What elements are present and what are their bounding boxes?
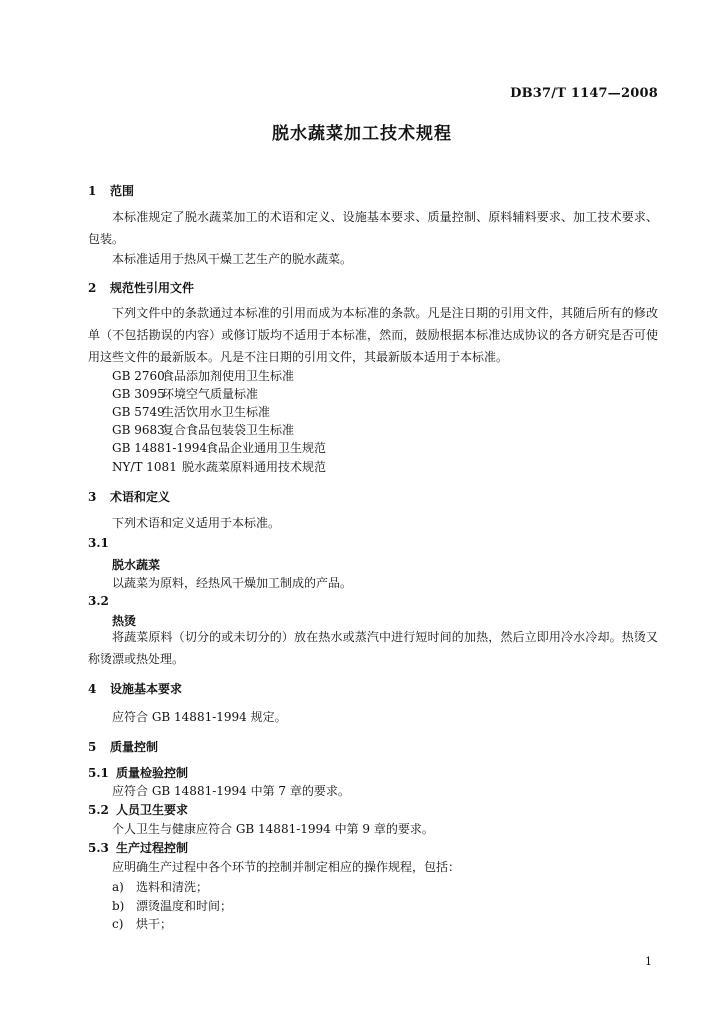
subsection-title: 生产过程控制	[116, 841, 189, 855]
section-5-heading	[88, 738, 158, 755]
subsection-5-2-heading	[88, 801, 188, 818]
page-number: 1	[645, 955, 652, 968]
section-2-paragraph: 下列文件中的条款通过本标准的引用而成为本标准的条款。凡是注日期的引用文件，其随后所有的修改单（不包括勘误的内容）或修订版均不适用于本标准，然而，鼓励根据本标准达成协议的各方研究是否可使用这些文件的最新版本。凡是不注日期的引用文件，其最新版本适用于本标准。	[88, 306, 658, 364]
reference-code: GB 3095	[112, 387, 165, 401]
reference-item	[112, 367, 294, 384]
reference-title: 环境空气质量标准	[162, 387, 259, 401]
reference-code: GB 5749	[112, 405, 165, 419]
section-4-heading	[88, 680, 182, 697]
section-title: 规范性引用文件	[110, 281, 195, 295]
subsection-5-1-paragraph: 应符合 GB 14881-1994 中第 7 章的要求。	[112, 784, 350, 798]
list-item	[112, 897, 232, 914]
list-text: 选料和清洗；	[136, 880, 209, 894]
term-definition: 以蔬菜为原料，经热风干燥加工制成的产品。	[112, 576, 353, 590]
section-4-paragraph: 应符合 GB 14881-1994 规定。	[112, 710, 287, 724]
subsection-5-1-heading	[88, 764, 188, 781]
term-number: 3.2	[88, 594, 109, 608]
section-number: 3	[88, 490, 97, 504]
subsection-number: 5.1	[88, 766, 109, 780]
list-marker: c)	[112, 917, 124, 931]
section-1-scope-note: 本标准适用于热风干燥工艺生产的脱水蔬菜。	[112, 252, 353, 266]
section-title: 范围	[110, 184, 135, 198]
list-text: 烘干；	[136, 917, 173, 931]
reference-code: GB 2760	[112, 369, 165, 383]
list-item	[112, 878, 208, 895]
reference-item	[112, 385, 258, 402]
list-marker: a)	[112, 880, 124, 894]
section-number: 4	[88, 682, 97, 696]
reference-title: 食品企业通用卫生规范	[206, 441, 327, 455]
reference-item	[112, 458, 326, 475]
term-name: 热烫	[112, 614, 137, 628]
section-title: 质量控制	[110, 740, 159, 754]
reference-title: 脱水蔬菜原料通用技术规范	[182, 460, 327, 474]
document-title: 脱水蔬菜加工技术规程	[272, 124, 452, 144]
term-definition: 将蔬菜原料（切分的或未切分的）放在热水或蒸汽中进行短时间的加热，然后立即用冷水冷却。热烫又称烫漂或热处理。	[88, 630, 658, 666]
section-title: 设施基本要求	[110, 682, 183, 696]
term-name: 脱水蔬菜	[112, 558, 161, 572]
term-number: 3.1	[88, 536, 109, 550]
section-2-heading	[88, 279, 194, 296]
subsection-5-3-heading	[88, 839, 188, 856]
section-number: 1	[88, 184, 97, 198]
subsection-5-3-paragraph: 应明确生产过程中各个环节的控制并制定相应的操作规程，包括：	[112, 860, 461, 874]
list-marker: b)	[112, 899, 125, 913]
standard-code: DB37/T 1147—2008	[510, 86, 658, 101]
reference-title: 生活饮用水卫生标准	[162, 405, 271, 419]
reference-code: NY/T 1081	[112, 460, 177, 474]
reference-code: GB 9683	[112, 423, 165, 437]
reference-item	[112, 439, 326, 456]
subsection-number: 5.3	[88, 841, 109, 855]
section-number: 5	[88, 740, 97, 754]
section-1-heading	[88, 182, 134, 199]
reference-item	[112, 421, 294, 438]
list-item	[112, 915, 172, 932]
section-title: 术语和定义	[110, 490, 171, 504]
reference-title: 复合食品包装袋卫生标准	[162, 423, 295, 437]
list-text: 漂烫温度和时间；	[136, 899, 233, 913]
subsection-number: 5.2	[88, 803, 109, 817]
subsection-title: 人员卫生要求	[116, 803, 189, 817]
section-3-intro: 下列术语和定义适用于本标准。	[112, 516, 281, 530]
section-1-paragraph: 本标准规定了脱水蔬菜加工的术语和定义、设施基本要求、质量控制、原料辅料要求、加工技术要求、包装。	[88, 210, 658, 246]
subsection-5-2-paragraph: 个人卫生与健康应符合 GB 14881-1994 中第 9 章的要求。	[112, 822, 434, 836]
reference-title: 食品添加剂使用卫生标准	[162, 369, 295, 383]
reference-item	[112, 403, 270, 420]
section-3-heading	[88, 488, 170, 505]
section-number: 2	[88, 281, 97, 295]
reference-code: GB 14881-1994	[112, 441, 207, 455]
subsection-title: 质量检验控制	[116, 766, 189, 780]
